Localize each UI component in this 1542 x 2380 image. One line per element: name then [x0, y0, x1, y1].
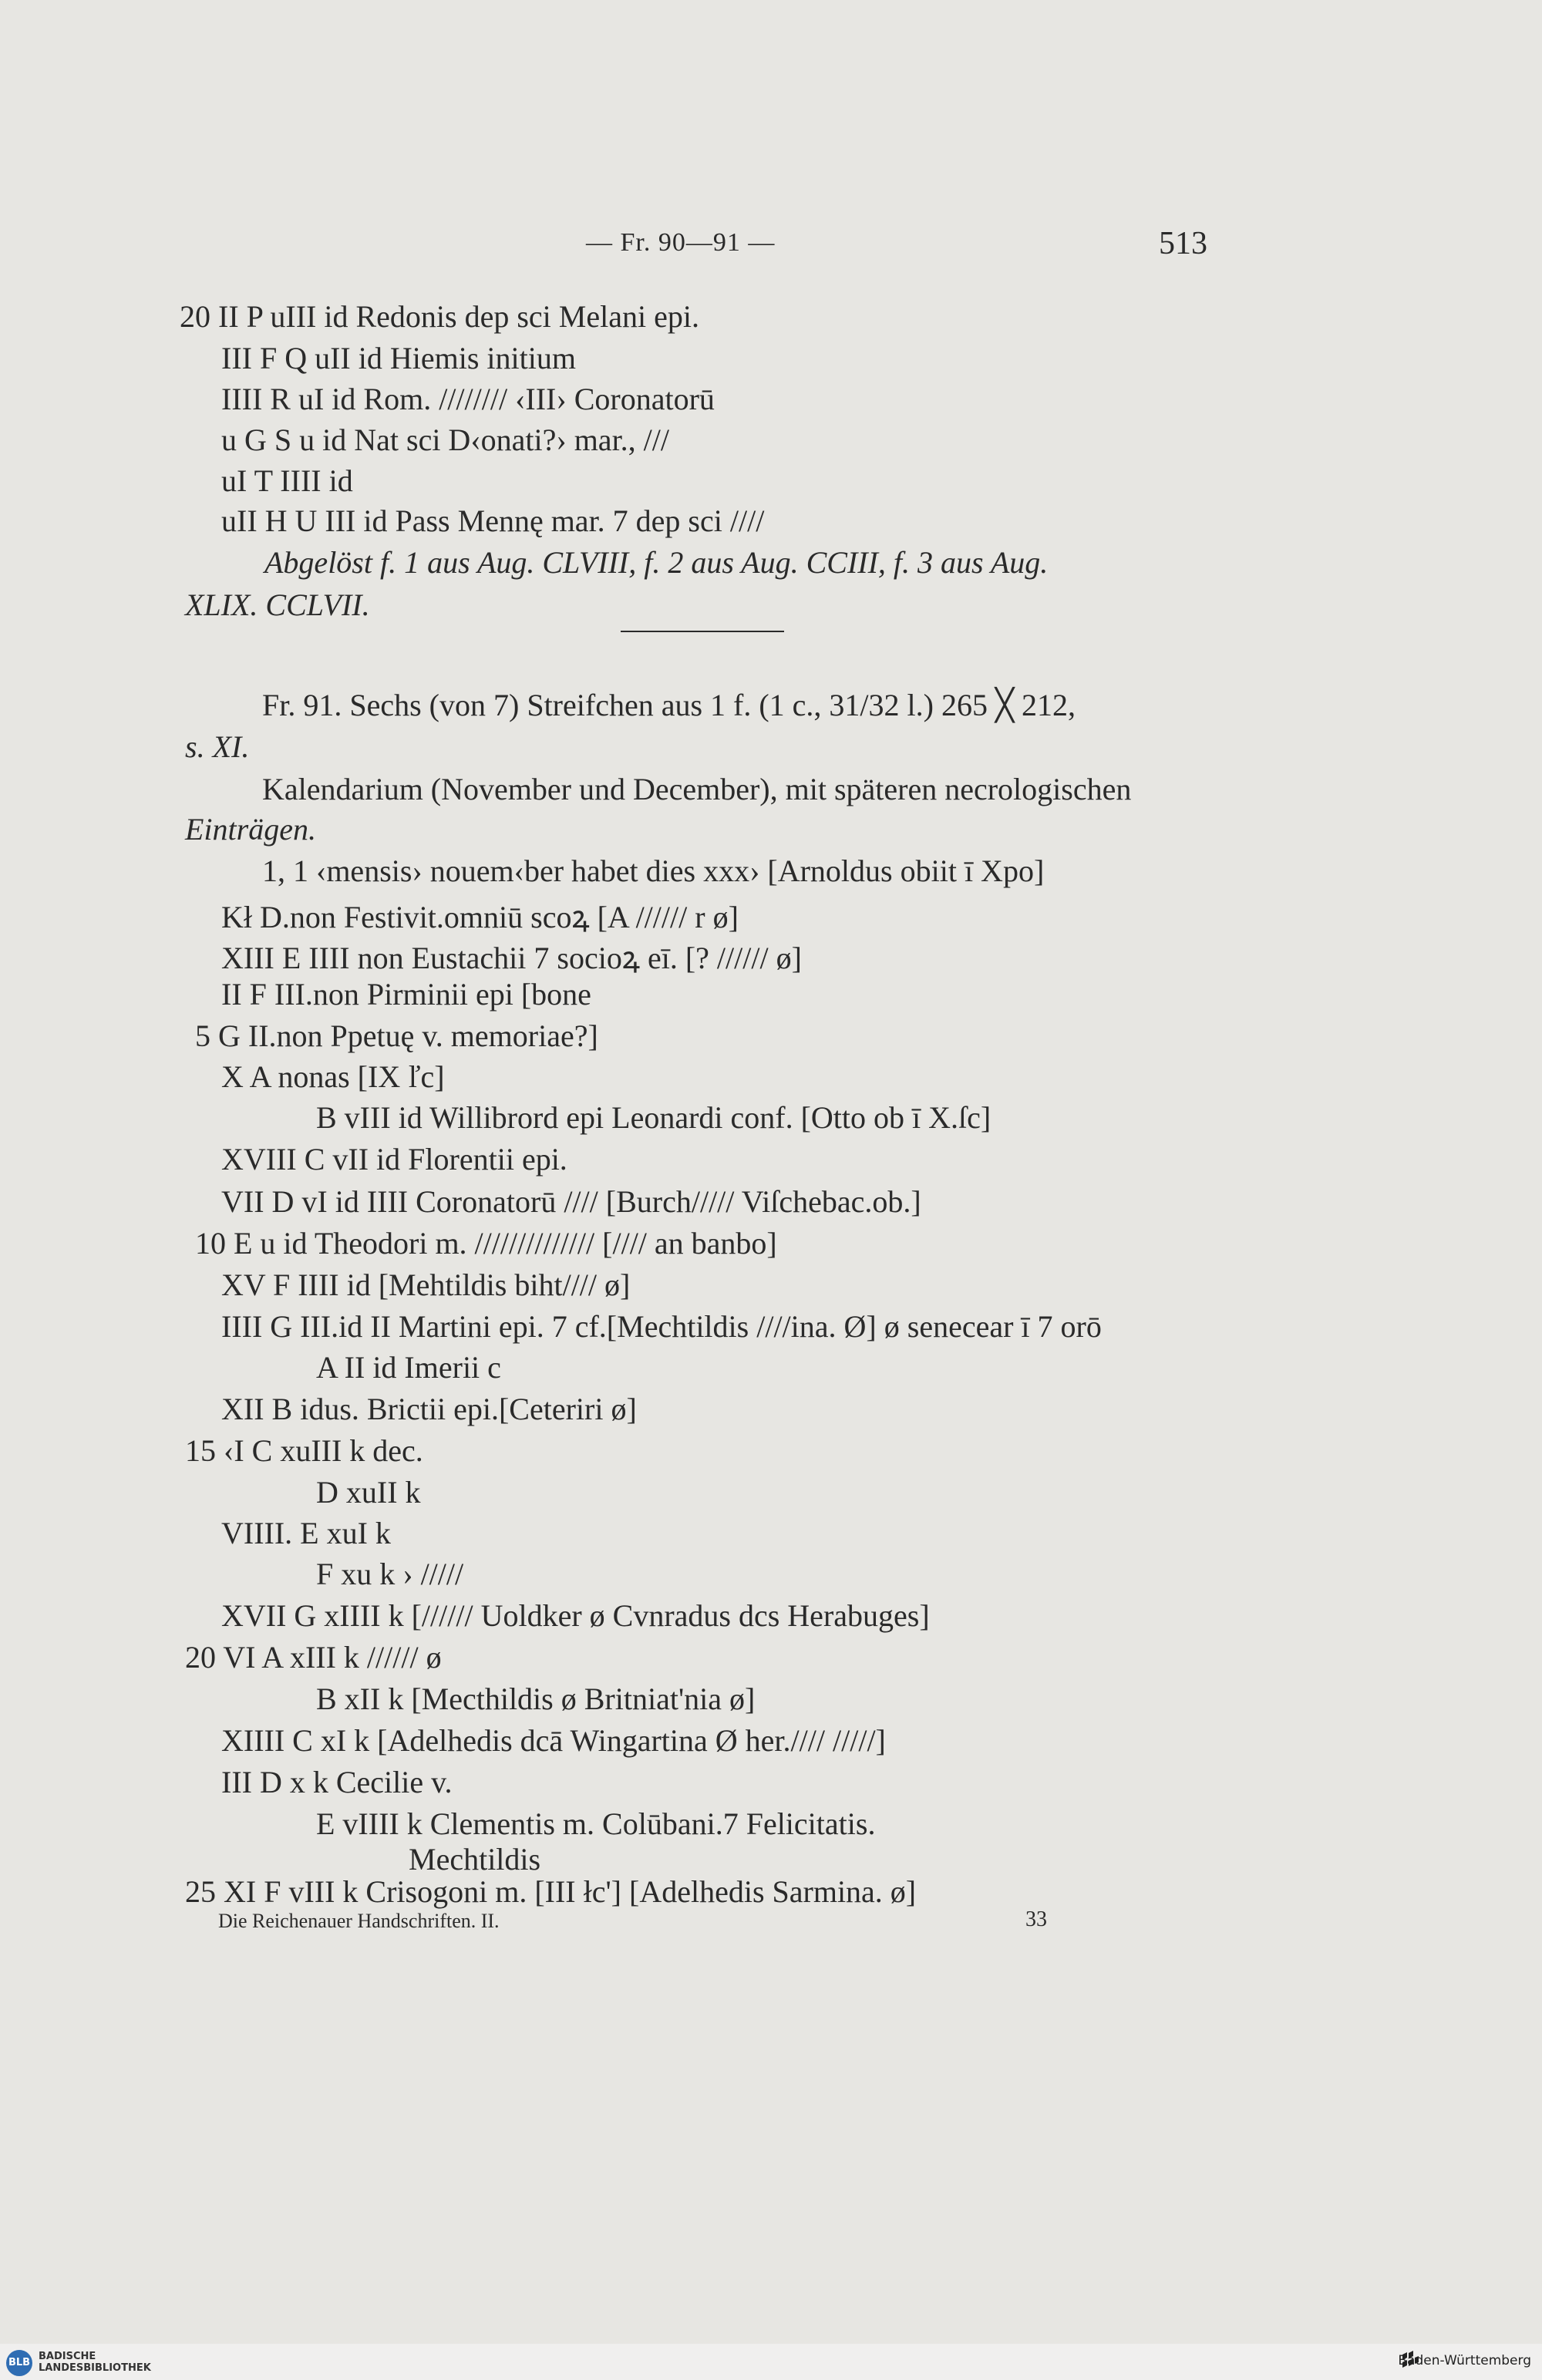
- text-line: s. XI.: [185, 729, 250, 764]
- note-line: Abgelöst f. 1 aus Aug. CLVIII, f. 2 aus Aug. CCIII, f. 3 aus Aug.: [264, 545, 1049, 580]
- text-line: III F Q uII id Hiemis initium: [221, 341, 576, 375]
- calendar-line: B vIII id Willibrord epi Leonardi conf. [Otto ob ī X.ſc]: [316, 1100, 992, 1135]
- note-line: XLIX. CCLVII.: [185, 587, 370, 622]
- blb-label: [39, 2351, 151, 2374]
- calendar-line: XIIII C xI k [Adelhedis dcā Wingartina Ø her.//// /////]: [221, 1723, 886, 1758]
- calendar-line: XV F IIII id [Mehtildis biht//// ø]: [221, 1267, 631, 1302]
- blb-line-2: LANDESBIBLIOTHEK: [39, 2362, 151, 2374]
- text-line: 20 II P uIII id Redonis dep sci Melani epi.: [180, 299, 699, 334]
- text-line: Einträgen.: [185, 812, 316, 847]
- calendar-line: E vIIII k Clementis m. Colūbani.7 Felicitatis.: [316, 1806, 876, 1841]
- calendar-line: II F III.non Pirminii epi [bone: [221, 977, 591, 1012]
- text-line: u G S u id Nat sci D‹onati?› mar., ///: [221, 422, 670, 457]
- calendar-line: F xu k › /////: [316, 1557, 464, 1591]
- fragment-heading: [262, 687, 1076, 723]
- separator-rule: [621, 631, 784, 632]
- section-heading: Kalendarium (November und December), mit späteren necrologischen: [262, 772, 1132, 806]
- calendar-line: XVII G xIIII k [////// Uoldker ø Cvnradus dcs Herabuges]: [221, 1598, 930, 1633]
- calendar-line: 1, 1 ‹mensis› nouem‹ber habet dies xxx› [Arnoldus obiit ī Xpo]: [262, 853, 1045, 888]
- calendar-line: VIIII. E xuI k: [221, 1516, 391, 1550]
- calendar-line: XIII E IIII non Eustachii 7 socioꝝ eī. [? ////// ø]: [221, 941, 802, 975]
- running-header: [0, 228, 1542, 267]
- viewer-footer-bar: [0, 2344, 1542, 2380]
- text-line: uI T IIII id: [221, 463, 353, 498]
- calendar-line: 20 VI A xIII k ////// ø: [185, 1640, 442, 1675]
- calendar-line: B xII k [Mecthildis ø Britniat'nia ø]: [316, 1681, 756, 1716]
- page-number: 513: [1159, 226, 1207, 261]
- calendar-line: 15 ‹I C xuIII k dec.: [185, 1433, 423, 1468]
- calendar-line: X A nonas [IX ľc]: [221, 1059, 445, 1094]
- calendar-line: 5 G II.non Ppetuę v. memoriae?]: [195, 1018, 598, 1053]
- footer-title: Die Reichenauer Handschriften. II.: [218, 1910, 500, 1932]
- running-title: — Fr. 90—91 —: [586, 228, 776, 257]
- calendar-line: Kł D.non Festivit.omniū scoꝝ [A ////// r ø]: [221, 900, 739, 934]
- state-label: Baden-Württemberg: [1398, 2353, 1531, 2368]
- text-line: IIII R uI id Rom. //////// ‹III› Coronatorū: [221, 382, 715, 416]
- calendar-line: 25 XI F vIII k Crisogoni m. [III łc'] [Adelhedis Sarmina. ø]: [185, 1874, 917, 1909]
- calendar-line: Mechtildis: [409, 1842, 541, 1877]
- blb-line-1: BADISCHE: [39, 2351, 96, 2362]
- calendar-line: 10 E u id Theodori m. ////////////// [//// an banbo]: [195, 1226, 777, 1261]
- calendar-line: XVIII C vII id Florentii epi.: [221, 1142, 567, 1177]
- calendar-line: III D x k Cecilie v.: [221, 1765, 453, 1799]
- blb-logo: BLB: [6, 2350, 32, 2376]
- calendar-line: IIII G III.id II Martini epi. 7 cf.[Mechtildis ////ina. Ø] ø senecear ī 7 orō: [221, 1309, 1102, 1344]
- calendar-line: XII B idus. Brictii epi.[Ceteriri ø]: [221, 1392, 637, 1426]
- calendar-line: A II id Imerii c: [316, 1350, 501, 1385]
- fragment-heading-text: Fr. 91. Sechs (von 7) Streifchen aus 1 f. (1 c., 31/32 l.) 265 ╳ 212,: [262, 688, 1076, 722]
- calendar-line: VII D vI id IIII Coronatorū //// [Burch///// Viſchebac.ob.]: [221, 1184, 921, 1219]
- text-line: uII H U III id Pass Mennę mar. 7 dep sci ////: [221, 503, 765, 538]
- signature-number: 33: [1025, 1907, 1047, 1931]
- calendar-line: D xuII k: [316, 1475, 421, 1510]
